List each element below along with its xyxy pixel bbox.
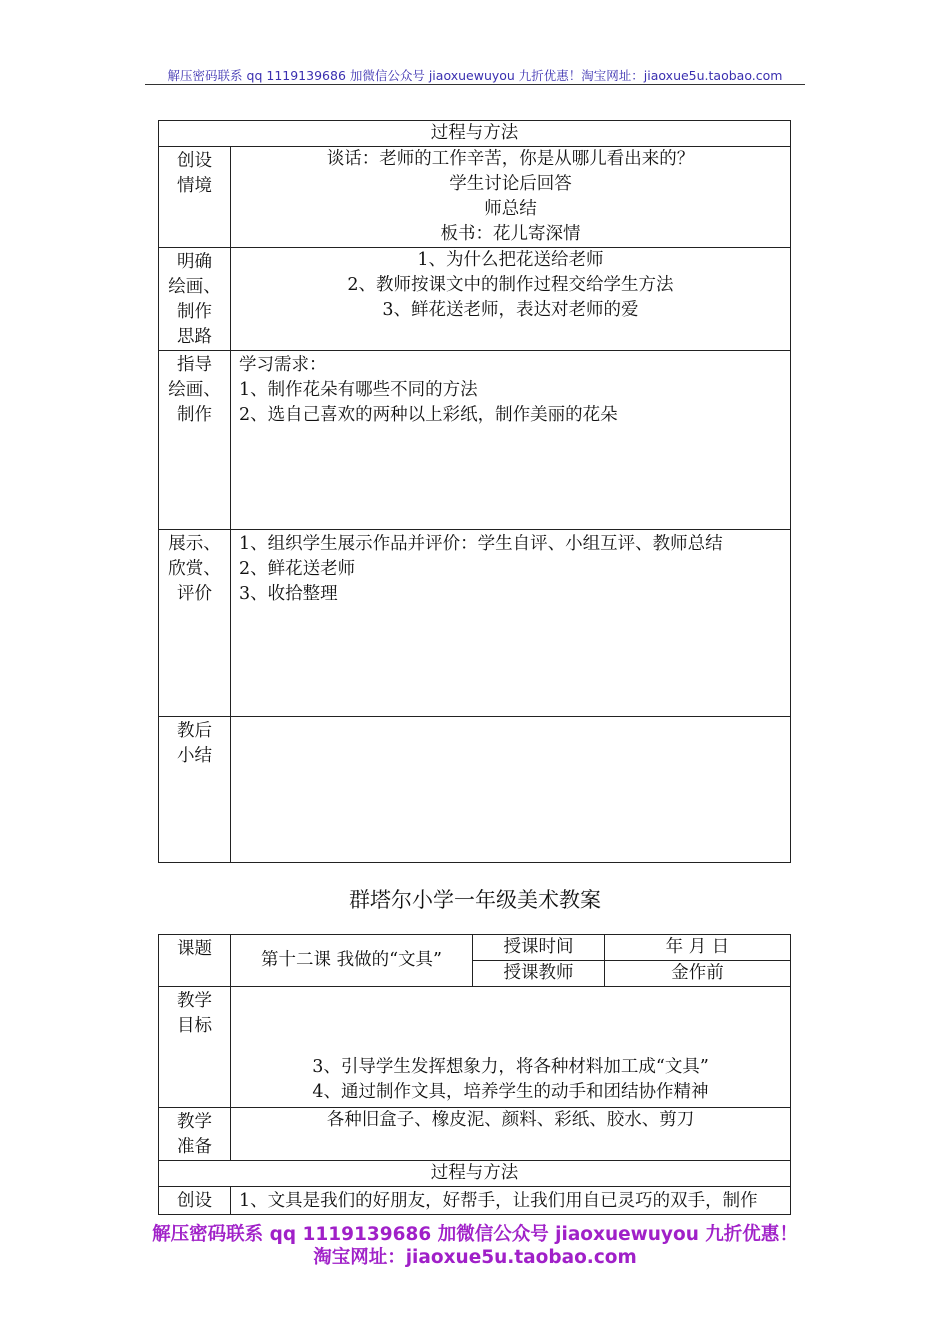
footer-watermark-line1: 解压密码联系 qq 1119139686 加微信公众号 jiaoxuewuyou 九折优惠！	[152, 1224, 798, 1245]
goals-label: 教学 目标	[159, 987, 231, 1108]
row-content-show-evaluate: 1、组织学生展示作品并评价：学生自评、小组互评、教师总结 2、鲜花送老师 3、收拾整理	[231, 530, 791, 717]
teacher-value: 金作前	[605, 961, 791, 987]
table-row	[159, 248, 791, 351]
table-row	[159, 717, 791, 863]
goals-content: 3、引导学生发挥想象力，将各种材料加工成“文具” 4、通过制作文具，培养学生的动手和团结协作精神	[231, 987, 791, 1108]
time-label: 授课时间	[473, 935, 605, 961]
prep-label: 教学 准备	[159, 1108, 231, 1161]
row-content-summary	[231, 717, 791, 863]
table-row	[159, 351, 791, 530]
row-content-guide-making: 学习需求： 1、制作花朵有哪些不同的方法 2、选自己喜欢的两种以上彩纸，制作美丽的花朵	[231, 351, 791, 530]
row-label-show-evaluate: 展示、 欣赏、 评价	[159, 530, 231, 717]
row-label-guide-making: 指导 绘画、 制作	[159, 351, 231, 530]
lesson-plan-title: 群塔尔小学一年级美术教案	[349, 888, 601, 912]
row-label-summary: 教后 小结	[159, 717, 231, 863]
footer-watermark-line2: 淘宝网址：jiaoxue5u.taobao.com	[313, 1247, 637, 1268]
row-label-create-situation: 创设 情境	[159, 147, 231, 248]
create-situation-label: 创设	[159, 1187, 231, 1215]
header-divider	[145, 84, 805, 85]
lesson-info-table	[158, 934, 791, 1215]
create-situation-content: 1、文具是我们的好朋友，好帮手，让我们用自已灵巧的双手，制作	[231, 1187, 791, 1215]
table-row	[159, 530, 791, 717]
header-watermark-text: 解压密码联系 qq 1119139686 加微信公众号 jiaoxuewuyou 九折优惠！淘宝网址：jiaoxue5u.taobao.com	[167, 68, 783, 83]
time-value: 年 月 日	[605, 935, 791, 961]
topic-value: 第十二课 我做的“文具”	[231, 935, 473, 987]
process-table	[158, 120, 791, 863]
teacher-label: 授课教师	[473, 961, 605, 987]
process-section-header-2: 过程与方法	[159, 1161, 791, 1187]
row-content-clarify-ideas: 1、为什么把花送给老师 2、教师按课文中的制作过程交给学生方法 3、鲜花送老师，表达对老师的爱	[231, 248, 791, 351]
prep-content: 各种旧盒子、橡皮泥、颜料、彩纸、胶水、剪刀	[231, 1108, 791, 1161]
row-content-create-situation: 谈话：老师的工作辛苦，你是从哪儿看出来的？ 学生讨论后回答 师总结 板书：花儿寄深情	[231, 147, 791, 248]
table-row	[159, 147, 791, 248]
process-section-header: 过程与方法	[159, 121, 791, 147]
topic-label: 课题	[159, 935, 231, 987]
row-label-clarify-ideas: 明确 绘画、 制作 思路	[159, 248, 231, 351]
